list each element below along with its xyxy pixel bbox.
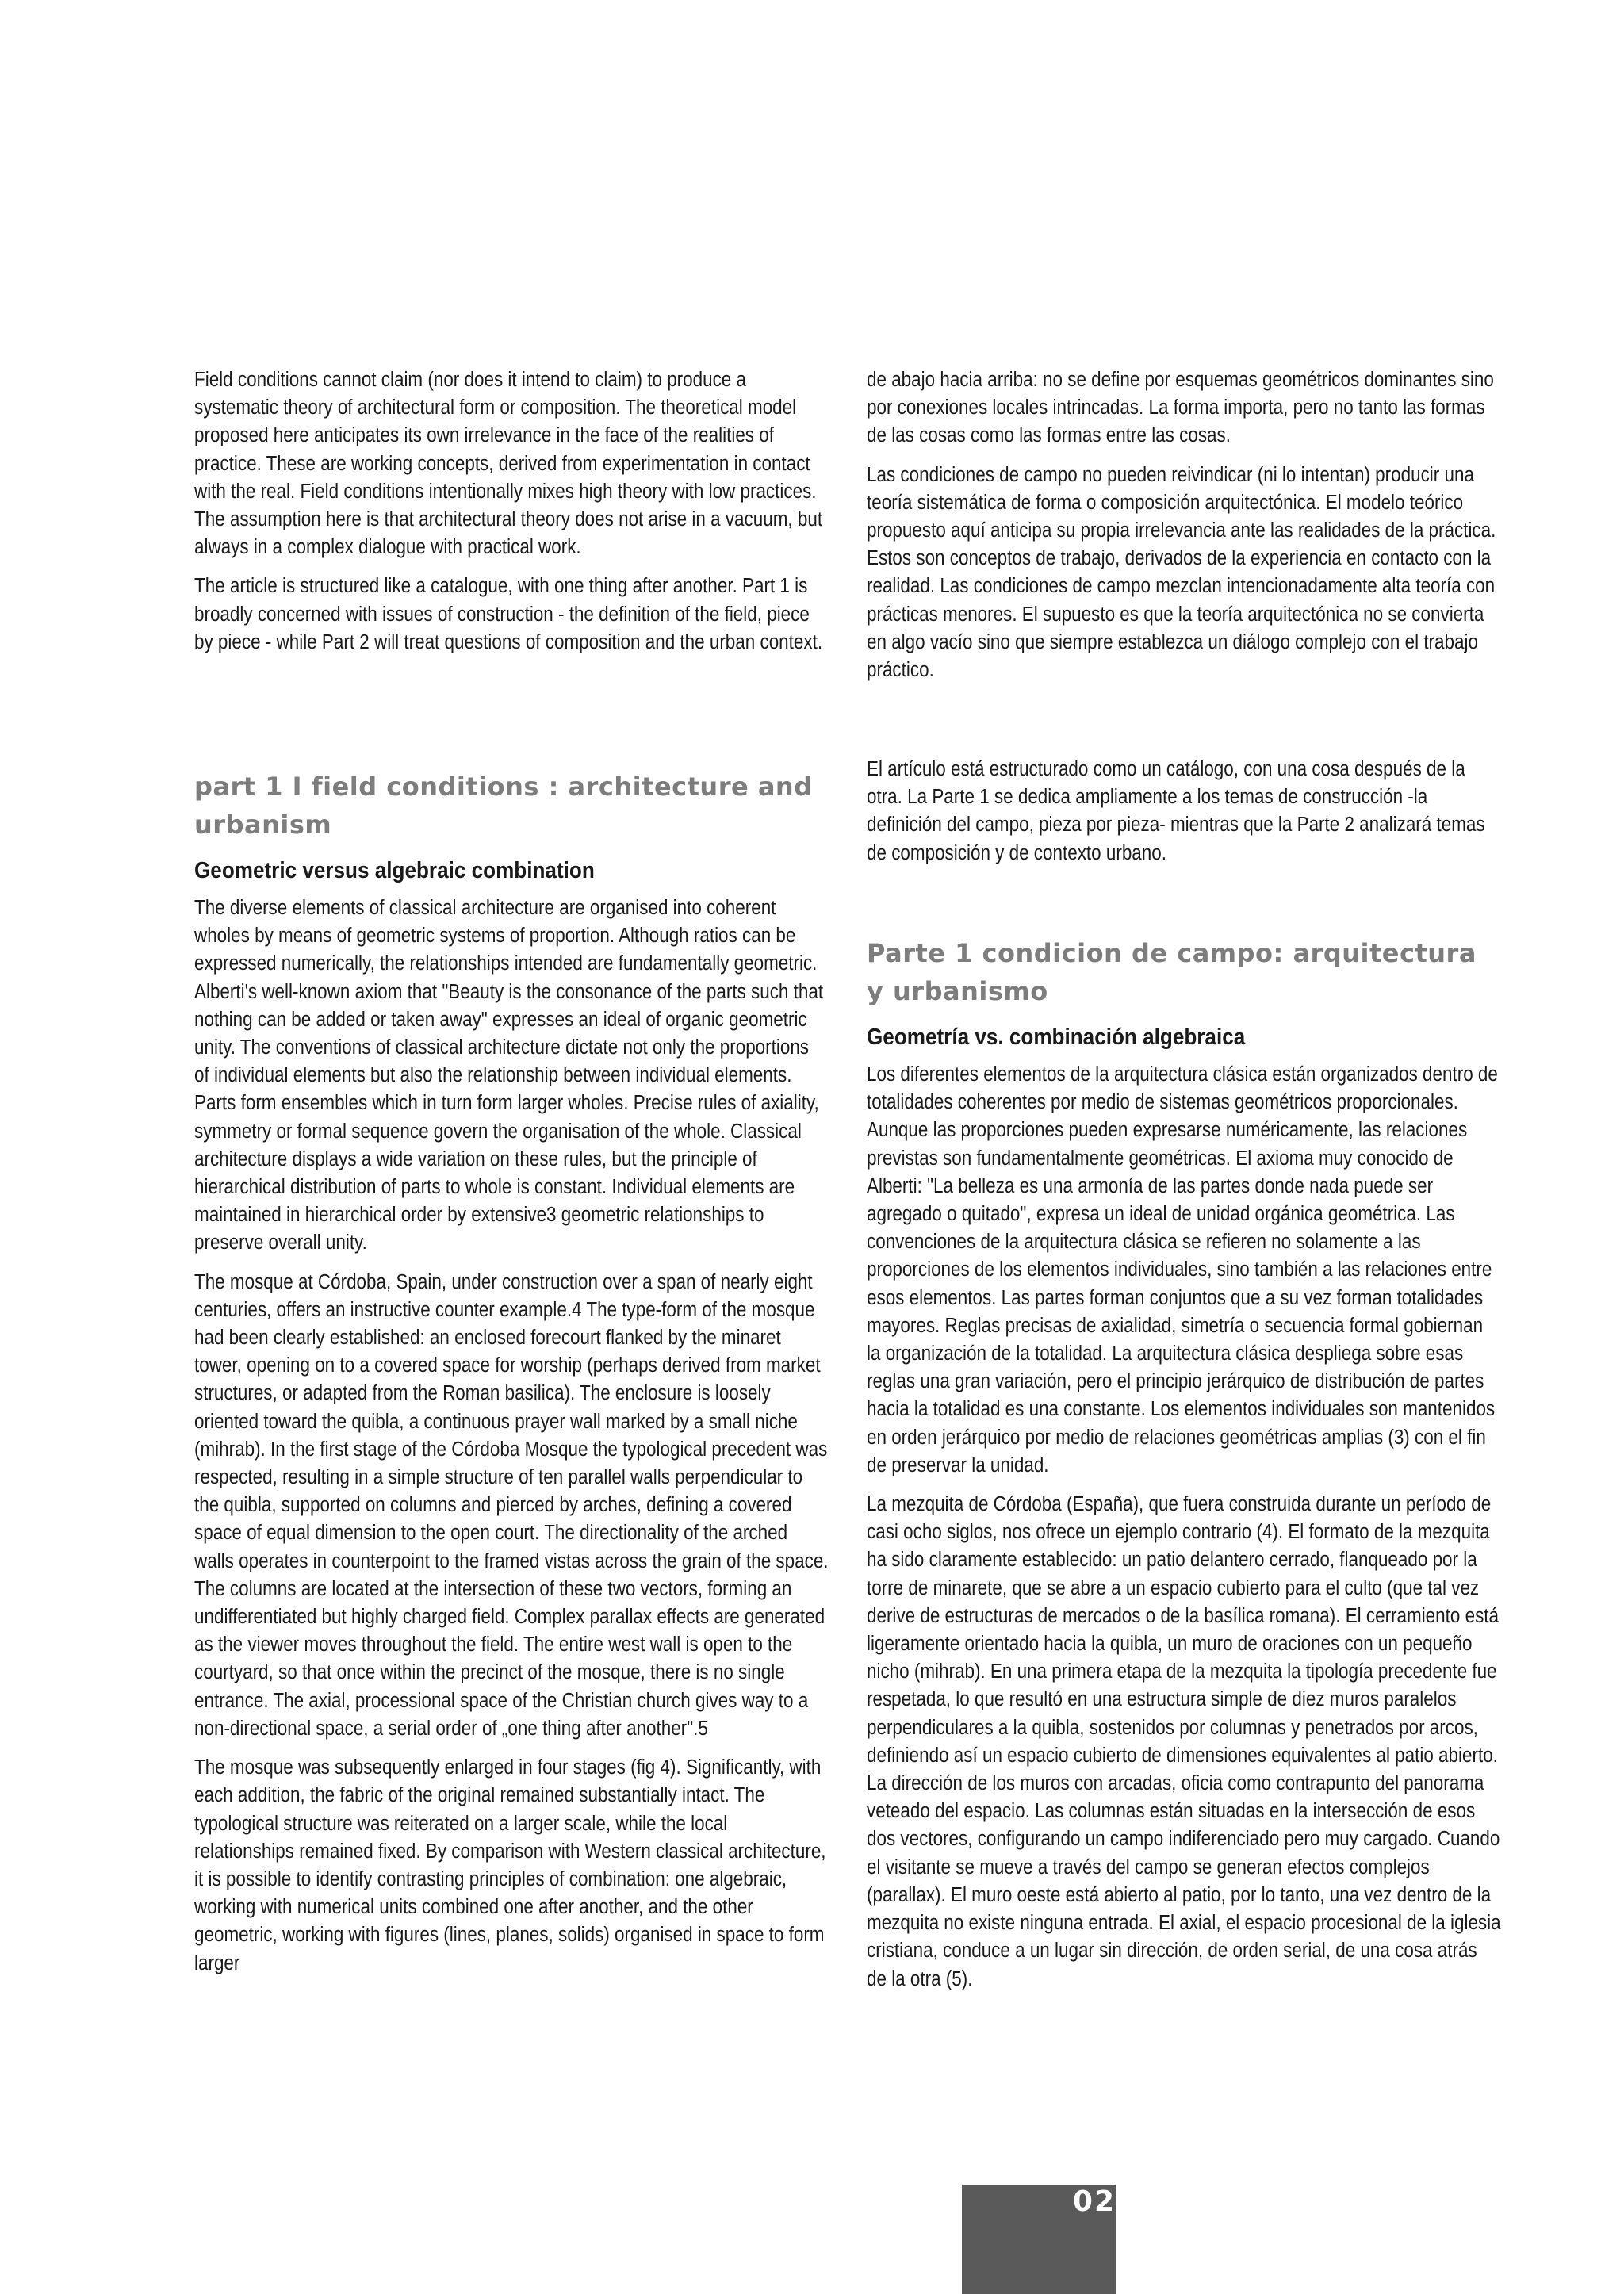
right-intro [867,366,1501,695]
right-section [867,934,1501,2005]
paragraph: Los diferentes elementos de la arquitectura clásica están organizados dentro de totalidades coherentes por medio de sistemas geométricos proporcionales. Aunque las proporciones pueden expresarse numéricamente, las relaciones previstas son fundamentalmente geométricas. El axioma muy conocido de Alberti: "La belleza es una armonía de las partes donde nada puede ser agregado o quitado", expresa un ideal de unidad orgánica geométrica. Las convenciones de la arquitectura clásica se refieren no solamente a las proporciones de los elementos individuales, sino también a las relaciones entre esos elementos. Las partes forman conjuntos que a su vez forman totalidades mayores. Reglas precisas de axialidad, simetría o secuencia formal gobiernan la organización de la totalidad. La arquitectura clásica despliega sobre esas reglas una gran variación, pero el principio jerárquico de distribución de partes hacia la totalidad es una constante. Los elementos individuales son mantenidos en orden jerárquico por medio de relaciones geométricas amplias (3) con el fin de preservar la unidad. [867,1063,1498,1476]
page-number-tab [962,2185,1116,2294]
subheading: Geometric versus algebraic combination [194,858,595,883]
right-intro-2 [867,756,1501,879]
paragraph: Field conditions cannot claim (nor does it intend to claim) to produce a systematic theory of architectural form or composition. The theoretical model proposed here anticipates its own irrelevance in the face of the realities of practice. These are working concepts, derived from experimentation in contact with the real. Field conditions intentionally mixes high theory with low practices. The assumption here is that architectural theory does not arise in a vacuum, but always in a complex dialogue with practical work. [194,369,823,559]
paragraph: The mosque at Córdoba, Spain, under construction over a span of nearly eight centuries, offers an instructive counter example.4 The type-form of the mosque had been clearly established: an enclosed forecourt flanked by the minaret tower, opening on to a covered space for worship (perhaps derived from market structures, or adapted from the Roman basilica). The enclosure is loosely oriented toward the quibla, a continuous prayer wall marked by a small niche (mihrab). In the first stage of the Córdoba Mosque the typological precedent was respected, resulting in a simple structure of ten parallel walls perpendicular to the quibla, supported on columns and pierced by arches, defining a covered space of equal dimension to the open court. The directionality of the arched walls operates in counterpoint to the framed vistas across the grain of the space. The columns are located at the intersection of these two vectors, forming an undifferentiated but highly charged field. Complex parallax effects are generated as the viewer moves throughout the field. The entire west wall is open to the courtyard, so that once within the precinct of the mosque, there is no single entrance. The axial, processional space of the Christian church gives way to a non-directional space, a serial order of „one thing after another".5 [194,1270,829,1740]
paragraph: El artículo está estructurado como un catálogo, con una cosa después de la otra. La Parte 1 se dedica ampliamente a los temas de construcción -la definición del campo, pieza por pieza- mientras que la Parte 2 analizará temas de composición y de contexto urbano. [867,758,1485,864]
section-heading: part 1 I field conditions : architecture and urbanism [194,772,813,840]
section-heading: Parte 1 condicion de campo: arquitectura y urbanismo [867,938,1477,1006]
paragraph: The mosque was subsequently enlarged in four stages (fig 4). Significantly, with each addition, the fabric of the original remained substantially intact. The typological structure was reiterated on a larger scale, while the local relationships remained fixed. By comparison with Western classical architecture, it is possible to identify contrasting principles of combination: one algebraic, working with numerical units combined one after another, and the other geometric, working with figures (lines, planes, solids) organised in space to form larger [194,1756,826,1974]
paragraph: La mezquita de Córdoba (España), que fuera construida durante un período de casi ocho siglos, nos ofrece un ejemplo contrario (4). El formato de la mezquita ha sido claramente establecido: un patio delantero cerrado, flanqueado por la torre de minarete, que se abre a un espacio cubierto para el culto (que tal vez derive de estructuras de mercados o de la basílica romana). El cerramiento está ligeramente orientado hacia la quibla, un muro de oraciones con un pequeño nicho (mihrab). En una primera etapa de la mezquita la tipología precedente fue respetada, lo que resultó en una estructura simple de diez muros paralelos perpendiculares a la quibla, sostenidos por columnas y penetrados por arcos, definiendo así un espacio cubierto de dimensiones equivalentes al patio abierto. La dirección de los muros con arcadas, oficia como contrapunto del panorama veteado del espacio. Las columnas están situadas en la intersección de esos dos vectores, configurando un campo indiferenciado pero muy cargado. Cuando el visitante se mueve a través del campo se generan efectos complejos (parallax). El muro oeste está abierto al patio, por lo tanto, una vez dentro de la mezquita no existe ninguna entrada. El axial, el espacio procesional de la iglesia cristiana, conduce a un lugar sin dirección, de orden serial, de una cosa atrás de la otra (5). [867,1493,1501,1990]
subheading: Geometría vs. combinación algebraica [867,1024,1246,1050]
paragraph: The diverse elements of classical architecture are organised into coherent wholes by means of geometric systems of proportion. Although ratios can be expressed numerically, the relationships intended are fundamentally geometric. Alberti's well-known axiom that "Beauty is the consonance of the parts such that nothing can be added or taken away" expresses an ideal of organic geometric unity. The conventions of classical architecture dictate not only the proportions of individual elements but also the relationship between individual elements. Parts form ensembles which in turn form larger wholes. Precise rules of axiality, symmetry or formal sequence govern the organisation of the whole. Classical architecture displays a wide variation on these rules, but the principle of hierarchical distribution of parts to whole is constant. Individual elements are maintained in hierarchical order by extensive3 geometric relationships to preserve overall unity. [194,897,824,1254]
paragraph: The article is structured like a catalogue, with one thing after another. Part 1 is broadly concerned with issues of construction - the definition of the field, piece by piece - while Part 2 will treat questions of composition and the urban context. [194,575,823,653]
paragraph: de abajo hacia arriba: no se define por esquemas geométricos dominantes sino por conexiones locales intrincadas. La forma importa, pero no tanto las formas de las cosas como las formas entre las cosas. [867,369,1494,447]
left-section [194,768,829,1989]
paragraph: Las condiciones de campo no pueden reivindicar (ni lo intentan) producir una teoría sistemática de forma o composición arquitectónica. El modelo teórico propuesto aquí anticipa su propia irrelevancia ante las realidades de la práctica. Estos son conceptos de trabajo, derivados de la experiencia en contacto con la realidad. Las condiciones de campo mezclan intencionadamente alta teoría con prácticas menores. El supuesto es que la teoría arquitectónica no se convierta en algo vacío sino que siempre establezca un diálogo complejo con el trabajo práctico. [867,463,1496,682]
left-intro [194,366,829,668]
page-number: 02 [1072,2185,1116,2218]
